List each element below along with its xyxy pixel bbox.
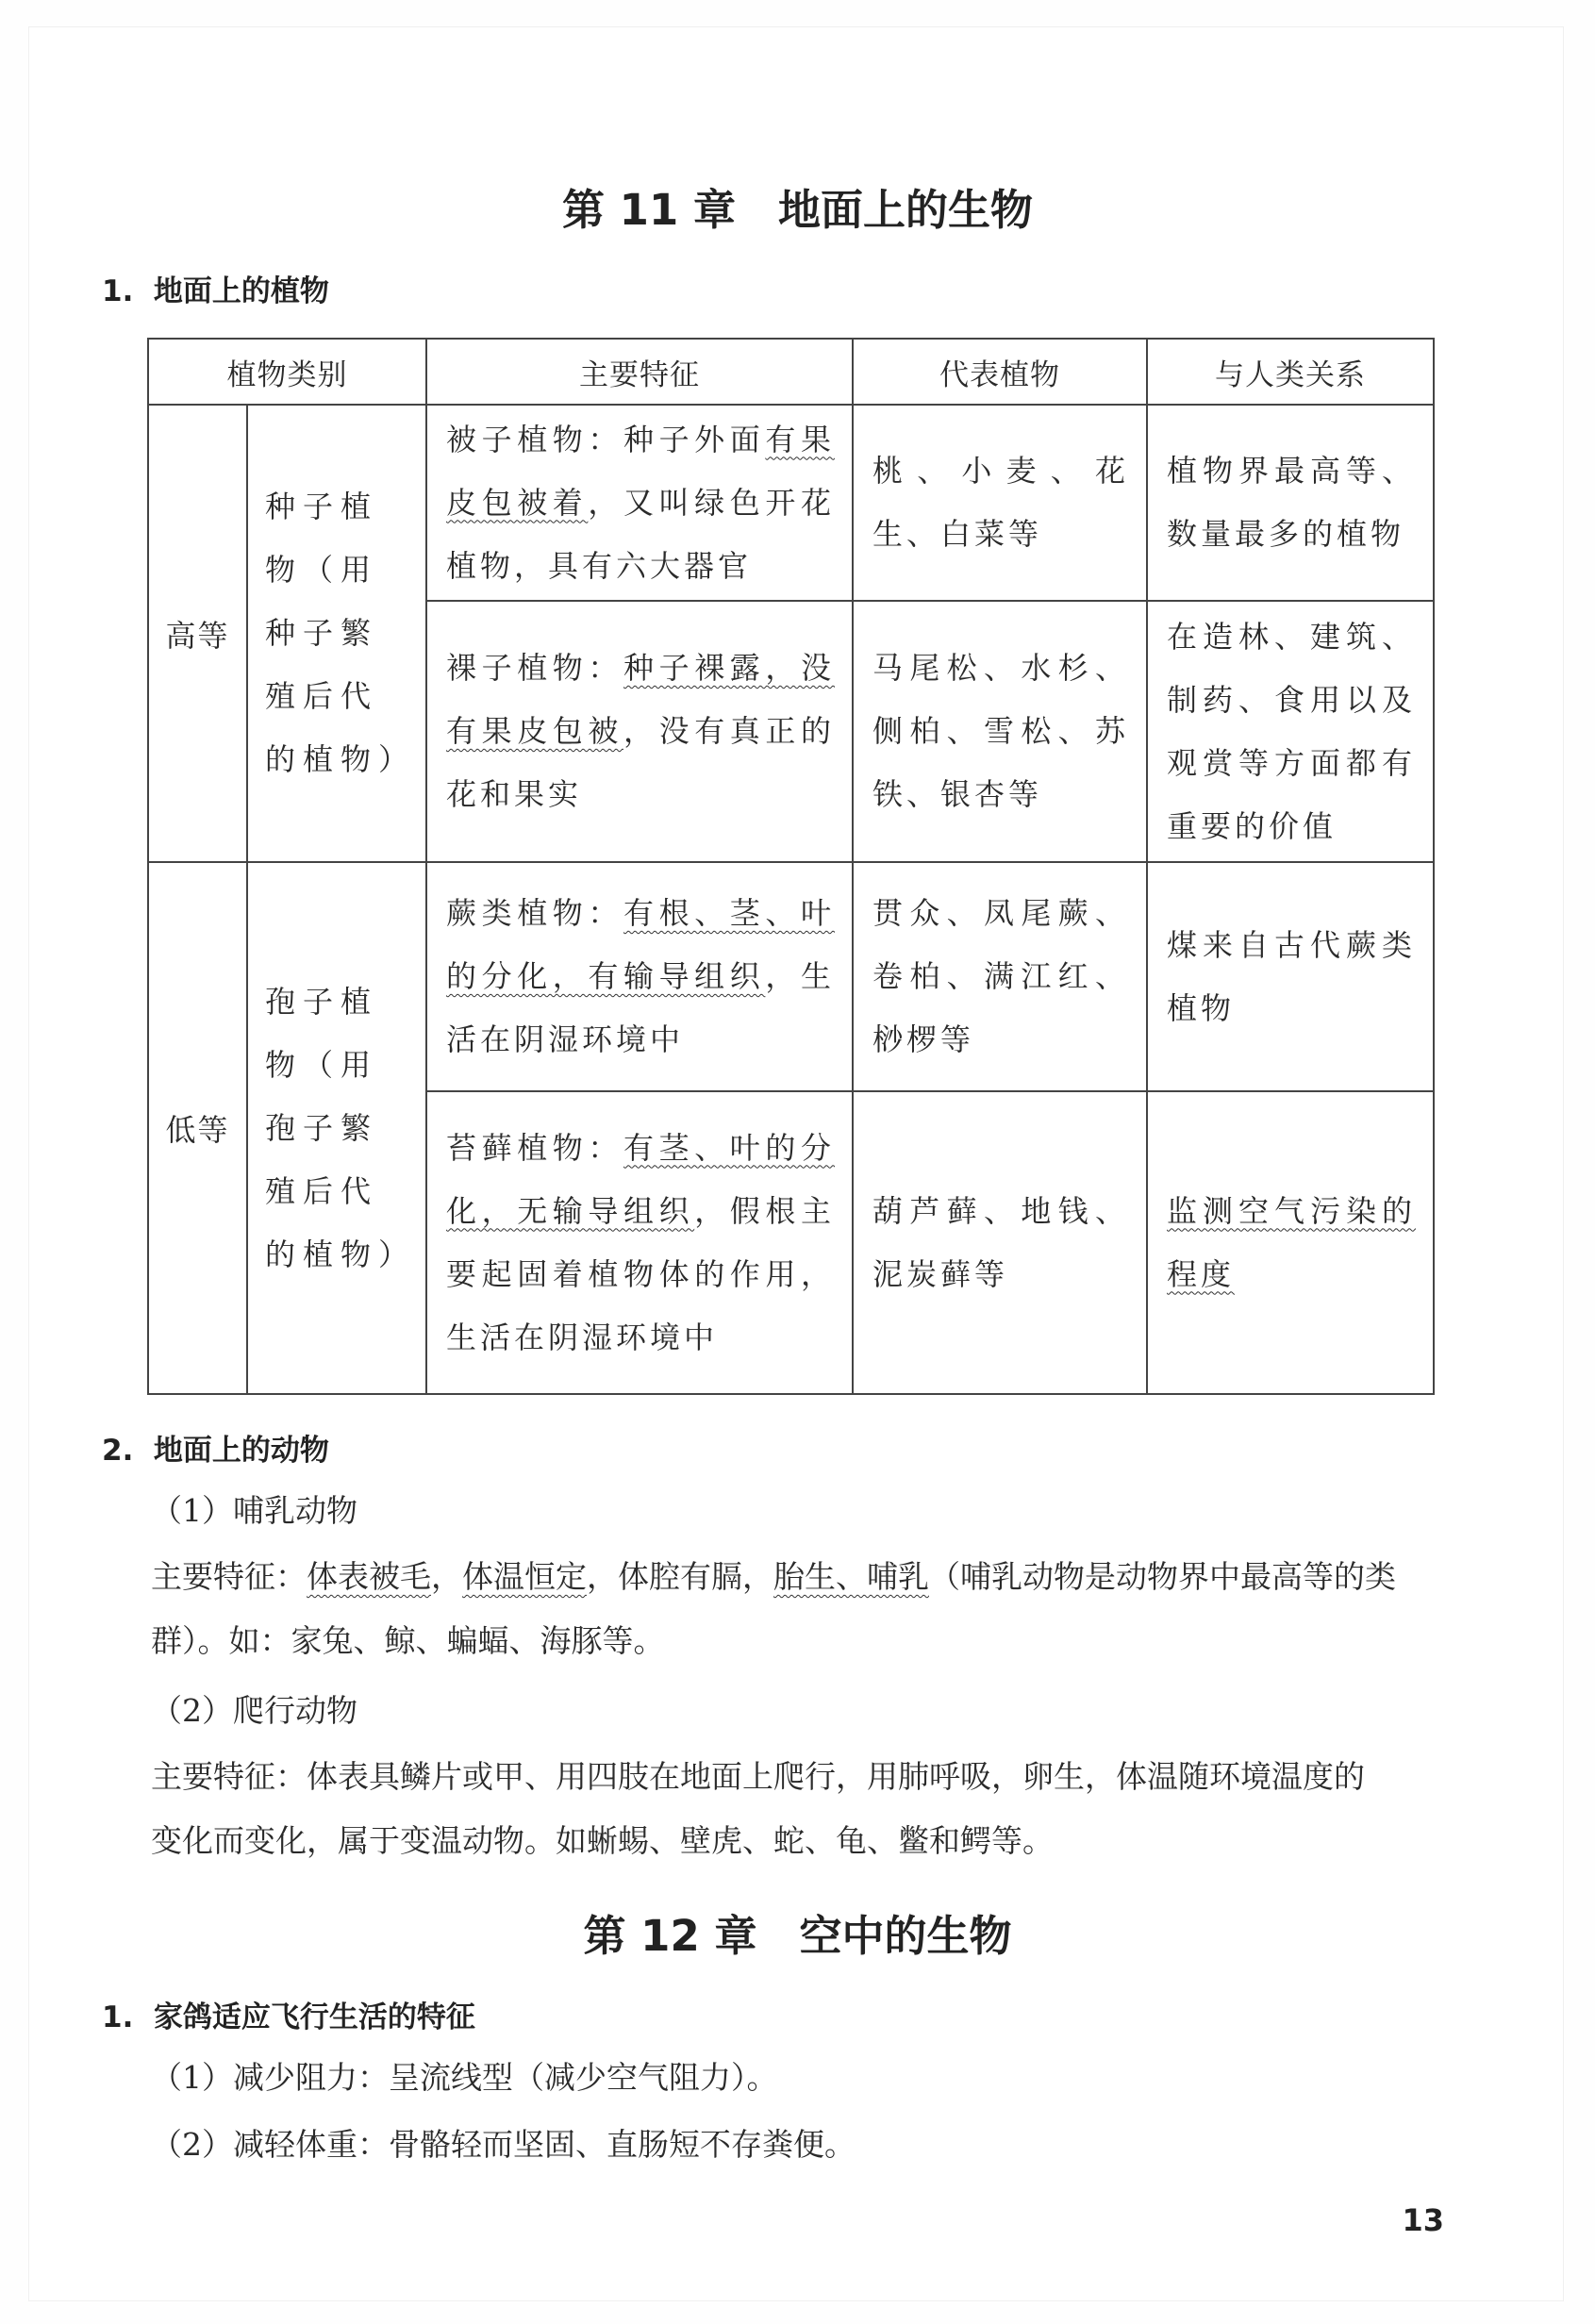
table-row [148,405,1434,601]
emphasis-text: 体表被毛 [307,1558,431,1595]
header-examples: 代表植物 [853,339,1147,405]
category-spore-plants: 孢子植物（用孢子繁殖后代的植物） [247,862,426,1394]
section-heading-animals: 2. 地面上的动物 [102,1434,329,1468]
reptile-examples-line: 变化而变化，属于变温动物。如蜥蜴、壁虎、蛇、龟、鳖和鳄等。 [151,1822,1054,1859]
feature-fern: 蕨类植物：有根、茎、叶的分化，有输导组织，生活在阴湿环境中 [426,862,853,1091]
category-seed-plants: 种子植物（用种子繁殖后代的植物） [247,405,426,862]
examples-moss: 葫芦藓、地钱、泥炭藓等 [853,1091,1147,1394]
examples-fern: 贯众、凤尾蕨、卷柏、满江红、桫椤等 [853,862,1147,1091]
pigeon-feature-item: （2）减轻体重：骨骼轻而坚固、直肠短不存粪便。 [151,2126,856,2163]
mammal-examples-line: 群）。如：家兔、鲸、蝙蝠、海豚等。 [151,1622,665,1659]
table-row [148,862,1434,1091]
header-features: 主要特征 [426,339,853,405]
level-higher: 高等 [148,405,247,862]
relation-gymnosperm: 在造林、建筑、制药、食用以及观赏等方面都有重要的价值 [1147,601,1434,862]
section-heading-plants: 1. 地面上的植物 [102,274,329,308]
relation-fern: 煤来自古代蕨类植物 [1147,862,1434,1091]
section-heading-pigeon: 1. 家鸽适应飞行生活的特征 [102,2000,475,2034]
emphasis-text: 体温恒定 [462,1558,587,1595]
emphasis-text: 监测空气污染的程度 [1167,1192,1416,1292]
subtitle-mammals: （1）哺乳动物 [151,1492,357,1529]
relation-moss [1147,1091,1434,1394]
pigeon-feature-item: （1）减少阻力：呈流线型（减少空气阻力）。 [151,2059,778,2096]
chapter-11-title: 第 11 章 地面上的生物 [562,185,1033,235]
relation-angiosperm: 植物界最高等、数量最多的植物 [1147,405,1434,601]
examples-angiosperm: 桃、小麦、花生、白菜等 [853,405,1147,601]
emphasis-text: 有根、茎、叶的分化，有输导组织 [446,895,835,994]
plant-classification-table [147,338,1435,1395]
level-lower: 低等 [148,862,247,1394]
emphasis-text: 有茎、叶的分化，无输导组织 [446,1129,835,1229]
emphasis-text: 种子裸露，没有果皮包被 [446,650,835,749]
header-category: 植物类别 [148,339,426,405]
mammal-features-line: 主要特征：体表被毛，体温恒定，体腔有膈，胎生、哺乳（哺乳动物是动物界中最高等的类 [151,1558,1396,1595]
chapter-12-title: 第 12 章 空中的生物 [583,1911,1012,1961]
subtitle-reptiles: （2）爬行动物 [151,1692,357,1729]
feature-angiosperm: 被子植物：种子外面有果皮包被着，又叫绿色开花植物，具有六大器官 [426,405,853,601]
examples-gymnosperm: 马尾松、水杉、侧柏、雪松、苏铁、银杏等 [853,601,1147,862]
emphasis-text: 有果皮包被着 [446,421,835,521]
header-relation: 与人类关系 [1147,339,1434,405]
page-number: 13 [1402,2202,1444,2238]
feature-moss: 苔藓植物：有茎、叶的分化，无输导组织，假根主要起固着植物体的作用，生活在阴湿环境中 [426,1091,853,1394]
table-header-row [148,339,1434,405]
feature-gymnosperm: 裸子植物：种子裸露，没有果皮包被，没有真正的花和果实 [426,601,853,862]
emphasis-text: 胎生、哺乳 [773,1558,929,1595]
reptile-features-line: 主要特征：体表具鳞片或甲、用四肢在地面上爬行，用肺呼吸，卵生，体温随环境温度的 [151,1758,1365,1795]
